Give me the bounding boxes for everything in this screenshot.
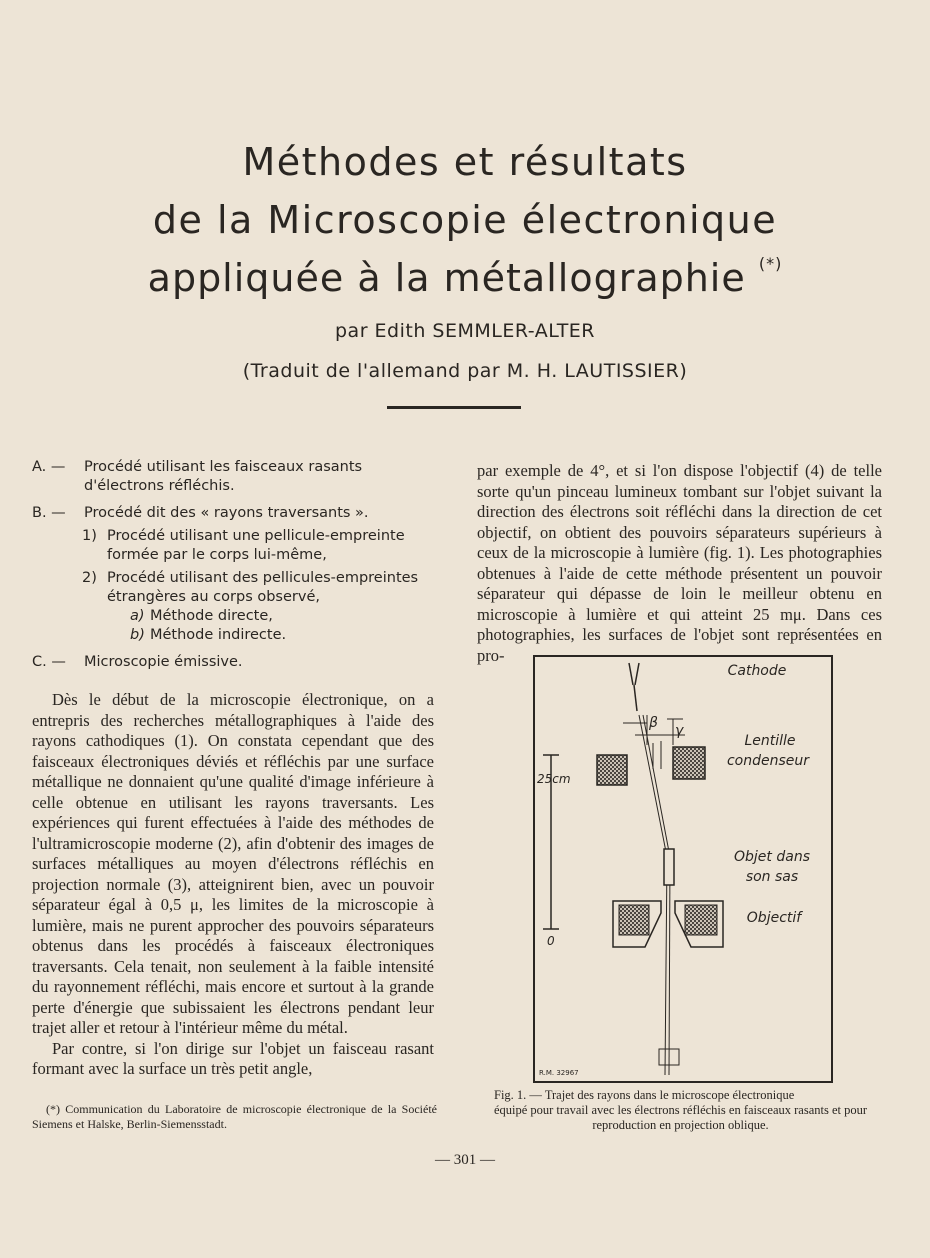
scale-top-label: 25cm	[537, 772, 571, 786]
paragraph-1: Dès le début de la microscopie électronique, on a entrepris des recherches métallographiques à l'aide des rayons cathodiques (1). On constata cependant que des faisceaux électroniques déviés et réfléchis par une surface métallique ne donnaient qu'une qualité d'image inférieure à celle obtenue en utilisant les rayons traversants. Les expériences qui furent effectuées à l'aide des méthodes de l'ultramicroscopie moderne (2), afin d'obtenir des images de surfaces métalliques au moyen d'électrons réfléchis en projection normale (3), atteignirent bien, avec un pouvoir séparateur égal à 0,5 μ, les limites de la microscopie à lumière, mais ne purent approcher des pouvoirs séparateurs obtenus dans les procédés à faisceaux électroniques traversants. Cela tenait, non seulement à la faible intensité du rayonnement réfléchi, mais encore et surtout à la grande perte d'énergie que subissaient les électrons pendant leur trajet aller et retour à l'intérieur même du métal.	[32, 690, 434, 1037]
title-rule	[387, 406, 521, 409]
cathode-shape	[629, 663, 639, 711]
electron-beam	[639, 715, 670, 1075]
title-line-3-text: appliquée à la métallographie	[147, 256, 746, 300]
label-lentille: Lentille	[744, 733, 796, 749]
translator: (Traduit de l'allemand par M. H. LAUTISSIER)	[242, 360, 688, 382]
outline-text-b1: Procédé utilisant une pellicule-empreinte formée par le corps lui-même,	[107, 528, 405, 563]
figure-1	[533, 655, 833, 1083]
outline-text-b2a: Méthode directe,	[150, 608, 273, 624]
outline-key-b2: 2)	[82, 570, 97, 586]
label-condenseur: condenseur	[726, 753, 810, 769]
caption-rest: équipé pour travail avec les électrons réfléchis en faisceaux rasants et pour reproduction en projection oblique.	[493, 1103, 868, 1132]
outline-item-b2	[32, 569, 434, 607]
outline-key-b: B. —	[32, 505, 66, 521]
outline-item-a	[32, 458, 434, 496]
outline-key-b2a: a)	[130, 608, 145, 624]
outline-text-b2: Procédé utilisant des pellicules-empreintes étrangères au corps observé,	[107, 570, 419, 605]
title-line-2: de la Microscopie électronique	[152, 198, 778, 242]
outline-text-a: Procédé utilisant les faisceaux rasants d'électrons réfléchis.	[84, 459, 363, 494]
outline-item-b1	[32, 527, 434, 565]
outline-key-b2b: b)	[130, 627, 145, 643]
figure-caption	[478, 1088, 883, 1133]
footnote: (*) Communication du Laboratoire de microscopie électronique de la Société Siemens et Halske, Berlin-Siemensstadt.	[32, 1102, 437, 1131]
objective-lens	[613, 901, 723, 947]
outline-key-a: A. —	[32, 459, 66, 475]
title-line-1: Méthodes et résultats	[242, 140, 688, 184]
outline-item-c	[32, 653, 434, 672]
label-cathode: Cathode	[727, 663, 787, 679]
caption-lead: Fig. 1. — Trajet des rayons dans le microscope électronique	[494, 1088, 795, 1102]
outline-item-b	[32, 504, 434, 523]
left-column	[32, 458, 434, 1080]
object-in-airlock	[664, 849, 674, 885]
outline-text-c: Microscopie émissive.	[84, 654, 243, 670]
outline	[32, 458, 434, 672]
paragraph-2: Par contre, si l'on dirige sur l'objet un faisceau rasant formant avec la surface un très petit angle,	[32, 1038, 434, 1078]
outline-text-b: Procédé dit des « rayons traversants ».	[84, 505, 369, 521]
gamma-label: γ	[675, 723, 684, 739]
paragraph-3: par exemple de 4°, et si l'on dispose l'objectif (4) de telle sorte qu'un pinceau lumineux tombant sur l'objet suivant la direction des électrons soit réfléchi dans la direction de cet objectif, on obtient des pouvoirs séparateurs supérieurs à ceux de la microscopie à lumière (fig. 1). Les photographies obtenues à l'aide de cette méthode présentent un pouvoir séparateur qui dépasse de loin le meilleur obtenu en microscopie à lumière et qui atteint 25 mμ. Dans ces photographies, les surfaces de l'objet sont représentées en pro-	[477, 461, 882, 665]
outline-key-b1: 1)	[82, 528, 97, 544]
scale-bottom-label: 0	[547, 934, 555, 948]
title-line-3	[0, 256, 930, 300]
label-objet-line1: Objet dans	[734, 849, 810, 865]
beta-label: β	[649, 715, 658, 731]
right-column	[477, 461, 882, 666]
author: par Edith SEMMLER-ALTER	[334, 320, 596, 342]
outline-item-b2a	[32, 607, 434, 626]
label-objectif: Objectif	[746, 910, 802, 926]
outline-text-b2b: Méthode indirecte.	[150, 627, 287, 643]
figure-reference: R.M. 32967	[539, 1069, 579, 1077]
page-number: — 301 —	[435, 1152, 495, 1168]
label-objet-line2: son sas	[745, 869, 799, 885]
outline-key-c: C. —	[32, 654, 66, 670]
outline-item-b2b	[32, 626, 434, 645]
title-footnote-mark: (*)	[758, 254, 783, 273]
